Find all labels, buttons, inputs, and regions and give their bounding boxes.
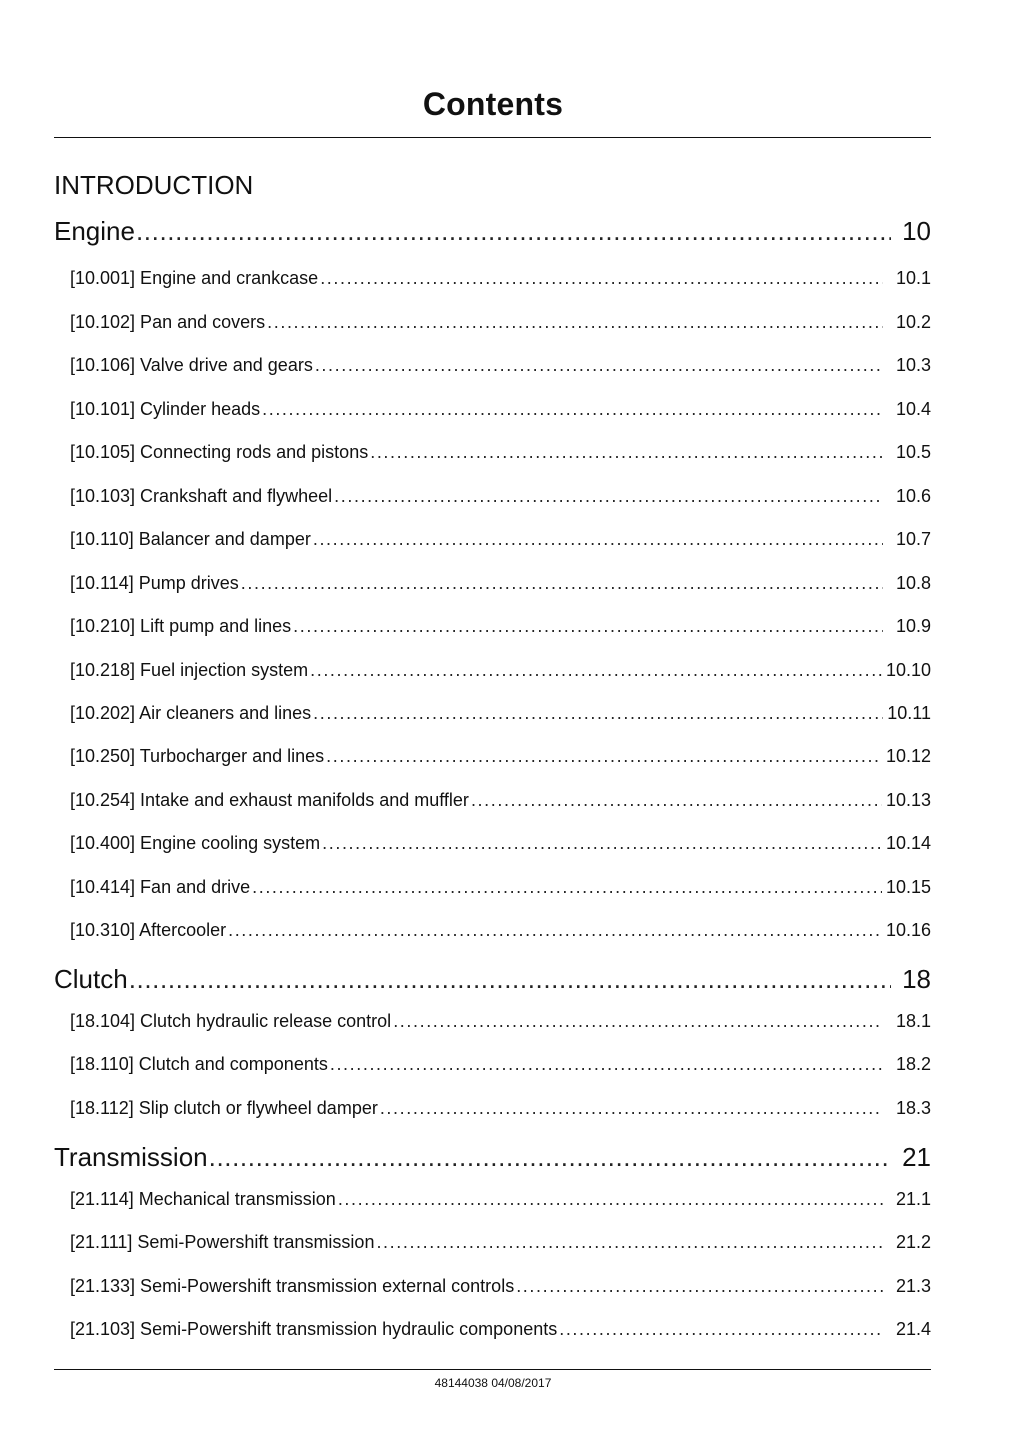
dot-leader (471, 790, 882, 811)
entry-label: [10.106] Valve drive and gears (70, 355, 313, 375)
dot-leader (559, 1319, 883, 1340)
dot-leader (315, 355, 883, 376)
entry-label: [10.210] Lift pump and lines (70, 616, 292, 636)
toc-entry[interactable] (70, 1098, 931, 1119)
entry-page: 21.2 (895, 1232, 931, 1252)
entry-page: 18.1 (895, 1011, 931, 1031)
dot-leader (380, 1098, 883, 1119)
entry-page: 10.2 (895, 312, 931, 332)
dot-leader (293, 616, 883, 637)
entry-label: [21.114] Mechanical transmission (70, 1189, 336, 1209)
dot-leader (338, 1189, 883, 1210)
entry-page: 21.4 (895, 1319, 931, 1339)
document-id: 48144038 04/08/2017 (434, 1376, 552, 1390)
toc-entry[interactable] (70, 746, 931, 767)
dot-leader (228, 920, 882, 941)
toc-chapter-clutch[interactable] (54, 964, 931, 995)
entry-label: [10.202] Air cleaners and lines (70, 703, 312, 723)
dot-leader (516, 1276, 883, 1297)
entry-page: 10.5 (895, 442, 931, 462)
dot-leader (393, 1011, 883, 1032)
toc-entry[interactable] (70, 616, 931, 637)
chapter-page: 18 (902, 964, 931, 994)
dot-leader (326, 746, 882, 767)
entry-page: 10.1 (895, 268, 931, 288)
entry-page: 10.7 (895, 529, 931, 549)
entry-label: [10.250] Turbocharger and lines (70, 746, 325, 766)
toc-entry[interactable] (70, 573, 931, 594)
dot-leader (376, 1232, 883, 1253)
footer-divider (54, 1369, 931, 1370)
entry-label: [10.414] Fan and drive (70, 877, 251, 897)
toc-entry[interactable] (70, 312, 931, 333)
toc-entry[interactable] (70, 833, 931, 854)
dot-leader (313, 703, 883, 724)
entry-label: [10.218] Fuel injection system (70, 660, 309, 680)
toc-entry[interactable] (70, 529, 931, 550)
entry-label: [10.001] Engine and crankcase (70, 268, 319, 288)
title-divider (54, 137, 931, 138)
entry-label: [10.254] Intake and exhaust manifolds and muffler (70, 790, 469, 810)
entry-label: [10.105] Connecting rods and pistons (70, 442, 369, 462)
toc-entry[interactable] (70, 703, 931, 724)
toc-entry[interactable] (70, 1319, 931, 1340)
entry-label: [10.114] Pump drives (70, 573, 239, 593)
dot-leader (209, 1142, 891, 1173)
dot-leader (313, 529, 883, 550)
entry-label: [10.110] Balancer and damper (70, 529, 311, 549)
entry-page: 10.11 (887, 703, 931, 723)
entry-page: 10.14 (885, 833, 931, 853)
toc-entry[interactable] (70, 486, 931, 507)
toc-entry[interactable] (70, 399, 931, 420)
dot-leader (241, 573, 883, 594)
entry-page: 18.3 (895, 1098, 931, 1118)
dot-leader (322, 833, 882, 854)
toc-entry[interactable] (70, 1054, 931, 1075)
entry-label: [10.101] Cylinder heads (70, 399, 261, 419)
toc-entry[interactable] (70, 877, 931, 898)
entry-page: 18.2 (895, 1054, 931, 1074)
entry-label: [21.103] Semi-Powershift transmission hydraulic components (70, 1319, 558, 1339)
entry-page: 10.8 (895, 573, 931, 593)
chapter-page: 21 (902, 1142, 931, 1172)
toc-entry[interactable] (70, 268, 931, 289)
entry-page: 10.6 (895, 486, 931, 506)
entry-label: [10.310] Aftercooler (70, 920, 227, 940)
entry-label: [21.133] Semi-Powershift transmission external controls (70, 1276, 515, 1296)
entry-label: [10.103] Crankshaft and flywheel (70, 486, 333, 506)
dot-leader (310, 660, 882, 681)
toc-entry[interactable] (70, 1232, 931, 1253)
toc-entry[interactable] (70, 1189, 931, 1210)
dot-leader (129, 964, 891, 995)
entry-page: 10.15 (885, 877, 931, 897)
dot-leader (330, 1054, 883, 1075)
entry-label: [18.112] Slip clutch or flywheel damper (70, 1098, 378, 1118)
entry-page: 10.10 (885, 660, 931, 680)
chapter-title: Engine (54, 216, 135, 246)
entry-label: [10.400] Engine cooling system (70, 833, 321, 853)
dot-leader (370, 442, 883, 463)
entry-page: 21.3 (895, 1276, 931, 1296)
toc-entry[interactable] (70, 1276, 931, 1297)
entry-page: 21.1 (895, 1189, 931, 1209)
dot-leader (267, 312, 883, 333)
dot-leader (262, 399, 883, 420)
chapter-title: Clutch (54, 964, 128, 994)
chapter-title: Transmission (54, 1142, 208, 1172)
toc-entry[interactable] (70, 355, 931, 376)
entry-page: 10.3 (895, 355, 931, 375)
entry-page: 10.9 (895, 616, 931, 636)
toc-chapter-engine[interactable] (54, 216, 931, 247)
dot-leader (320, 268, 883, 289)
toc-entry[interactable] (70, 660, 931, 681)
entry-page: 10.16 (885, 920, 931, 940)
entry-page: 10.4 (895, 399, 931, 419)
chapter-page: 10 (902, 216, 931, 246)
toc-chapter-transmission[interactable] (54, 1142, 931, 1173)
entry-label: [18.104] Clutch hydraulic release control (70, 1011, 392, 1031)
toc-entry[interactable] (70, 920, 931, 941)
entry-label: [18.110] Clutch and components (70, 1054, 328, 1074)
page-title: Contents (422, 86, 564, 122)
entry-label: [10.102] Pan and covers (70, 312, 266, 332)
entry-page: 10.13 (885, 790, 931, 810)
introduction-heading[interactable]: INTRODUCTION (54, 170, 254, 200)
dot-leader (252, 877, 882, 898)
entry-label: [21.111] Semi-Powershift transmission (70, 1232, 375, 1252)
toc-entry[interactable] (70, 790, 931, 811)
toc-entry[interactable] (70, 442, 931, 463)
dot-leader (136, 216, 891, 247)
dot-leader (334, 486, 883, 507)
entry-page: 10.12 (885, 746, 931, 766)
toc-entry[interactable] (70, 1011, 931, 1032)
